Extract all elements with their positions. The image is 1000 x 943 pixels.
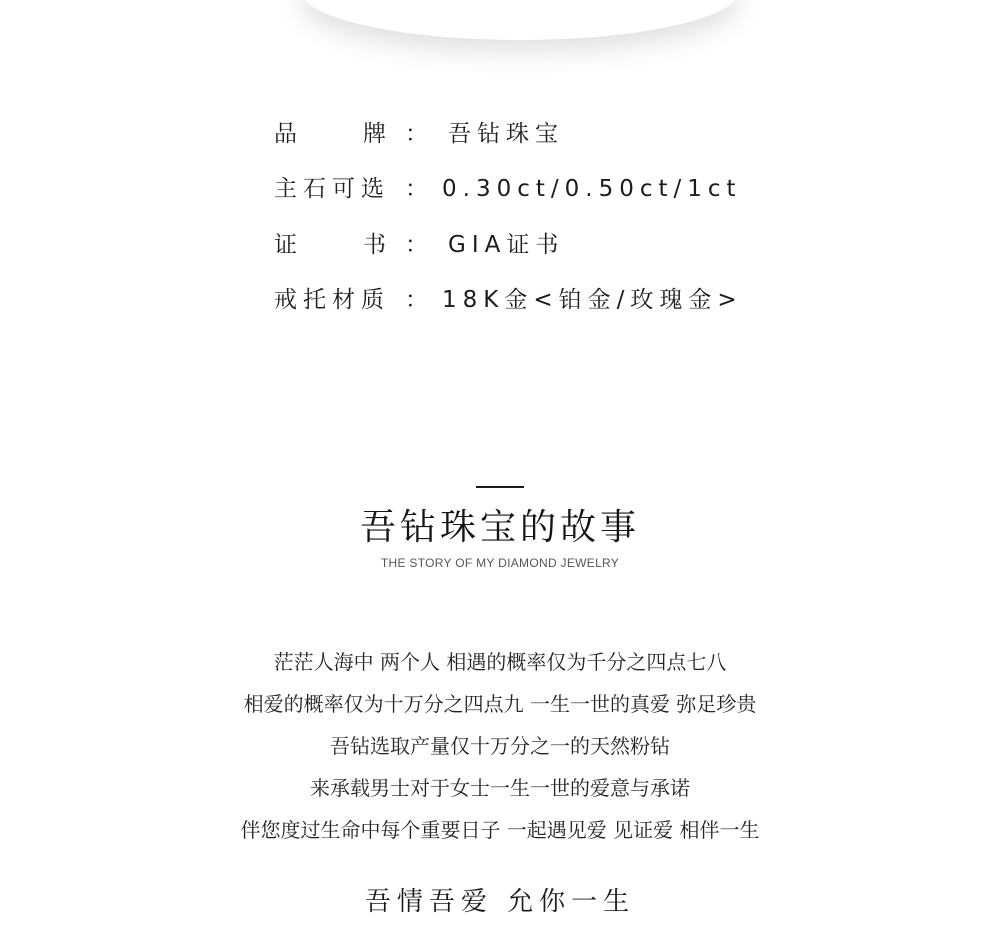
story-line: 伴您度过生命中每个重要日子 一起遇见爱 见证爱 相伴一生 xyxy=(240,818,760,842)
story-text xyxy=(0,646,1000,856)
slogan: 吾情吾爱 允你一生 xyxy=(364,887,636,917)
spec-colon: ： xyxy=(405,287,434,313)
story-title: 吾钻珠宝的故事 xyxy=(359,507,640,548)
spec-label-char: 书 xyxy=(363,232,386,258)
story-line: 吾钻选取产量仅十万分之一的天然粉钻 xyxy=(330,734,670,758)
spec-label xyxy=(274,114,386,154)
spec-label xyxy=(274,225,386,265)
spec-colon: ： xyxy=(405,232,434,258)
spec-row-certificate xyxy=(274,225,794,265)
story-line: 相爱的概率仅为十万分之四点九 一生一世的真爱 弥足珍贵 xyxy=(243,692,757,716)
story-subtitle: THE STORY OF MY DIAMOND JEWELRY xyxy=(380,556,620,570)
spec-colon: ： xyxy=(405,121,434,147)
spec-row-main-stone xyxy=(274,169,794,209)
spec-label: 主石可选 xyxy=(274,176,390,202)
spec-value-brand: 吾钻珠宝 xyxy=(448,121,564,147)
spec-label-char: 品 xyxy=(274,121,297,147)
story-line: 茫茫人海中 两个人 相遇的概率仅为千分之四点七八 xyxy=(273,650,727,674)
spec-row-brand xyxy=(274,114,794,154)
spec-label-char: 牌 xyxy=(363,121,386,147)
section-divider xyxy=(476,486,524,488)
spec-value-certificate: GIA证书 xyxy=(448,232,565,258)
spec-label-char: 证 xyxy=(274,232,297,258)
spec-value-main-stone: 0.30ct/0.50ct/1ct xyxy=(442,176,742,202)
spec-value-ring-material: 18K金<铂金/玫瑰金> xyxy=(442,287,743,313)
spec-colon: ： xyxy=(405,176,434,202)
spec-label: 戒托材质 xyxy=(274,287,390,313)
story-line: 来承载男士对于女士一生一世的爱意与承诺 xyxy=(310,776,690,800)
product-image-shadow xyxy=(300,0,740,40)
spec-row-ring-material xyxy=(274,280,794,320)
